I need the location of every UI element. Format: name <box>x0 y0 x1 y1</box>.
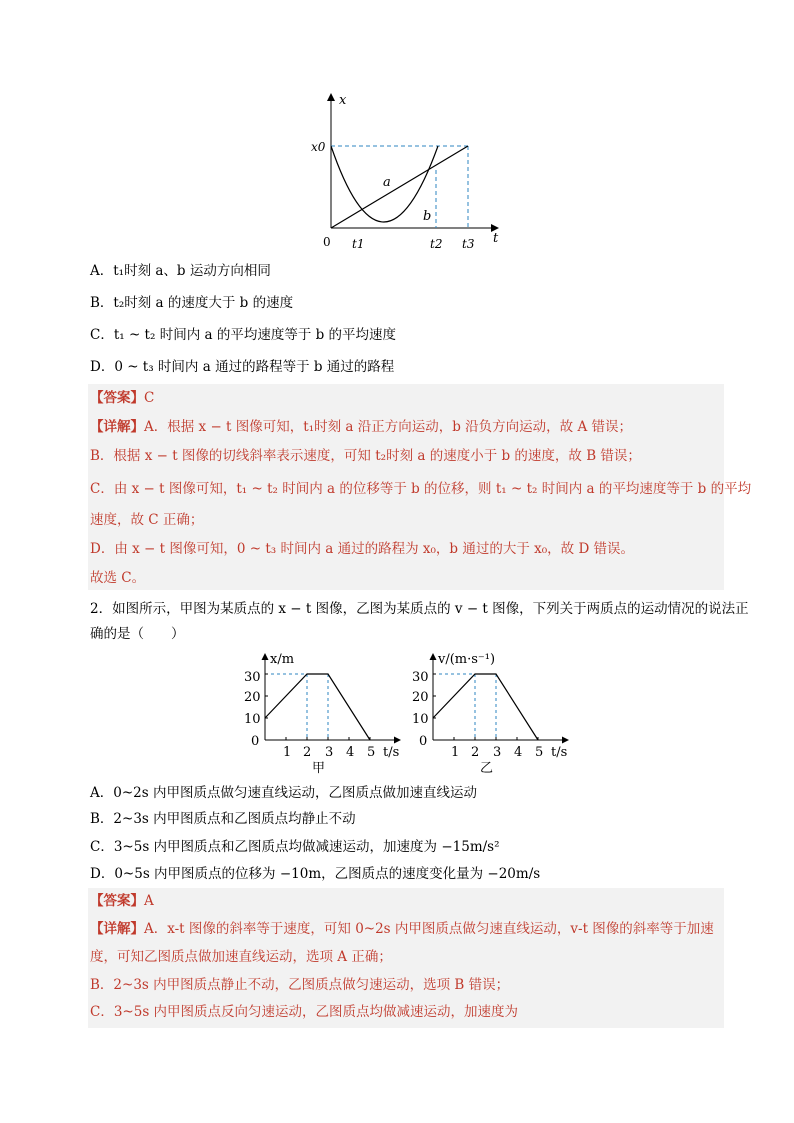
q2-detail-line-2: 度，可知乙图质点做加速直线运动，选项 A 正确； <box>90 949 392 965</box>
jia-caption: 甲 <box>312 761 326 776</box>
graph-yi <box>408 648 578 776</box>
origin-label: 0 <box>323 235 331 249</box>
graph-jia <box>240 648 410 776</box>
jia-xlabel: t/s <box>383 745 400 760</box>
q1-detail-line-3: C．由 x − t 图像可知，t₁ ~ t₂ 时间内 a 的位移等于 b 的位移，则 t₁ ~ t₂ 时间内 a 的平均速度等于 b 的平均 <box>90 481 752 497</box>
yi-xlabel: t/s <box>551 745 568 760</box>
yi-ytick-10: 10 <box>412 712 429 727</box>
y-axis-label: x <box>339 93 347 108</box>
q1-detail-line-5: D．由 x − t 图像可知，0 ~ t₃ 时间内 a 通过的路程为 x₀，b 通过的大于 x₀，故 D 错误。 <box>90 541 635 557</box>
answer-label: 【答案】 <box>90 390 144 406</box>
t3-label: t3 <box>462 237 475 251</box>
line-a-label: a <box>383 175 391 190</box>
q1-detail-line-1: 【详解】A．根据 x − t 图像可知，t₁时刻 a 沿正方向运动，b 沿负方向运动，故 A 错误； <box>90 419 632 435</box>
q2-option-d: D．0~5s 内甲图质点的位移为 −10m，乙图质点的速度变化量为 −20m/s <box>90 866 541 882</box>
yi-xtick-1: 1 <box>451 745 460 760</box>
figure-xt-ab <box>305 88 515 256</box>
x0-label: x0 <box>311 140 326 154</box>
q1-option-d: D．0 ~ t₃ 时间内 a 通过的路程等于 b 通过的路程 <box>90 359 395 375</box>
answer-label: 【答案】 <box>90 893 144 909</box>
curve-b-label: b <box>423 209 432 224</box>
q1-option-c: C．t₁ ~ t₂ 时间内 a 的平均速度等于 b 的平均速度 <box>90 327 397 343</box>
yi-graph-line <box>433 674 538 740</box>
jia-ytick-10: 10 <box>244 712 261 727</box>
q2-option-a: A．0~2s 内甲图质点做匀速直线运动，乙图质点做加速直线运动 <box>90 785 477 801</box>
q2-option-b: B．2~3s 内甲图质点和乙图质点均静止不动 <box>90 811 356 827</box>
q2-answer <box>90 892 154 910</box>
detail-label: 【详解】 <box>90 419 144 435</box>
jia-ytick-30: 30 <box>244 670 261 685</box>
q1-answer <box>90 389 154 407</box>
yi-xtick-4: 4 <box>514 745 523 760</box>
q1-detail-line-6: 故选 C。 <box>90 570 146 586</box>
q2-detail-line-4: C．3~5s 内甲图质点反向匀速运动，乙图质点均做减速运动，加速度为 <box>90 1004 519 1020</box>
jia-ytick-0: 0 <box>251 734 260 749</box>
jia-ylabel: x/m <box>270 652 295 667</box>
q2-detail-line-3: B．2~3s 内甲图质点静止不动，乙图质点做匀速运动，选项 B 错误； <box>90 977 510 993</box>
q1-detail-line-2: B．根据 x − t 图像的切线斜率表示速度，可知 t₂时刻 a 的速度小于 b 的速度，故 B 错误； <box>90 448 641 464</box>
q1-option-a: A．t₁时刻 a、b 运动方向相同 <box>90 263 271 279</box>
yi-ylabel: v/(m·s⁻¹) <box>438 652 496 667</box>
yi-xtick-5: 5 <box>535 745 544 760</box>
q2-detail-line-1: 【详解】A．x-t 图像的斜率等于速度，可知 0~2s 内甲图质点做匀速直线运动，v-t 图像的斜率等于加速 <box>90 921 714 937</box>
jia-xtick-3: 3 <box>325 745 334 760</box>
yi-ytick-20: 20 <box>412 690 429 705</box>
q2-stem-line-2: 确的是（ ） <box>90 626 185 642</box>
yi-xtick-3: 3 <box>493 745 502 760</box>
jia-ytick-20: 20 <box>244 690 261 705</box>
jia-xtick-1: 1 <box>283 745 292 760</box>
yi-caption: 乙 <box>480 761 494 776</box>
x-axis-label: t <box>493 231 499 246</box>
yi-ytick-0: 0 <box>419 734 428 749</box>
q2-option-c: C．3~5s 内甲图质点和乙图质点均做减速运动，加速度为 −15m/s² <box>90 839 500 855</box>
q1-option-b: B．t₂时刻 a 的速度大于 b 的速度 <box>90 295 294 311</box>
jia-xtick-2: 2 <box>303 745 312 760</box>
answer-value: A <box>144 893 154 909</box>
yi-ytick-30: 30 <box>412 670 429 685</box>
t1-label: t1 <box>352 237 365 251</box>
answer-value: C <box>144 390 155 406</box>
detail-label: 【详解】 <box>90 921 144 937</box>
jia-xtick-5: 5 <box>367 745 376 760</box>
jia-graph-line <box>265 674 370 740</box>
t2-label: t2 <box>430 237 443 251</box>
q2-stem-line-1: 2．如图所示，甲图为某质点的 x − t 图像，乙图为某质点的 v − t 图像，下列关于两质点的运动情况的说法正 <box>90 601 749 617</box>
q1-detail-line-4: 速度，故 C 正确； <box>90 512 204 528</box>
yi-xtick-2: 2 <box>471 745 480 760</box>
jia-xtick-4: 4 <box>346 745 355 760</box>
